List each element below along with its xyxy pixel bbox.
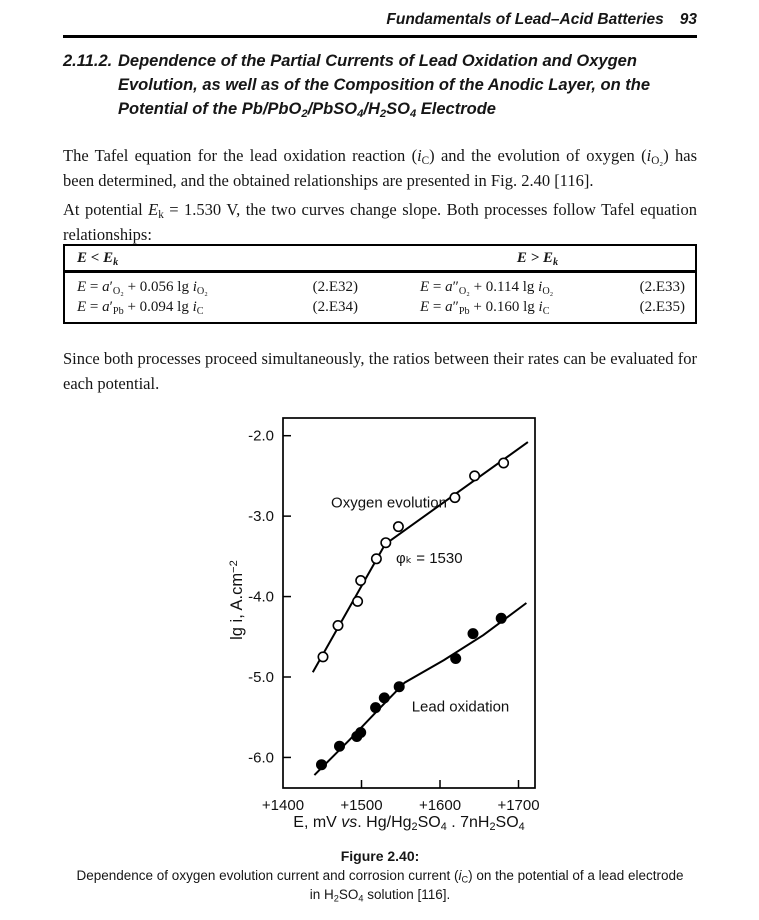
data-point — [470, 471, 479, 480]
figure-2-40-chart — [215, 415, 560, 813]
figure-caption-title: Figure 2.40: — [340, 848, 420, 864]
y-tick-label: -4.0 — [248, 588, 274, 606]
section-number: 2.11.2. — [63, 52, 113, 70]
x-tick-label: +1500 — [340, 797, 383, 813]
x-tick-label: +1400 — [261, 797, 305, 813]
data-point — [356, 576, 365, 585]
x-tick-label: +1700 — [497, 797, 540, 813]
chart-annotation: Lead oxidation — [411, 698, 510, 716]
data-point — [394, 522, 403, 531]
y-tick-label: -2.0 — [248, 427, 274, 445]
equation: $E = a'_{Pb} + 0.094$ $\lg i_C$ — [77, 299, 204, 317]
paragraph-tafel: The Tafel equation for the lead oxidation reaction $(i_C)$ and the evolution of oxygen $(i_{O_2})$ has been determined, and the obtained relationships are presented in Fig. 2.40 [116]. — [63, 145, 697, 190]
data-point — [318, 652, 327, 661]
section-heading — [63, 49, 699, 121]
table-column-left — [65, 277, 380, 317]
figure-2-40 — [215, 415, 560, 847]
equation: $E = a''_{O_2} + 0.114$ $\lg i_{O_2}$ — [420, 279, 554, 297]
series-line — [314, 603, 526, 775]
running-head — [386, 11, 697, 29]
header-rule — [63, 35, 697, 38]
equation-number: (2.E32) — [312, 279, 358, 295]
y-tick-label: -6.0 — [248, 749, 274, 767]
data-point — [371, 703, 380, 712]
table-row — [380, 297, 695, 317]
data-point — [381, 538, 390, 547]
running-head-title: Fundamentals of Lead–Acid Batteries — [386, 11, 664, 28]
page-number: 93 — [679, 11, 697, 28]
figure-caption-text: Dependence of oxygen evolution current and corrosion current $(i_C)$ on the potential of a lead electrode in $H_2SO_4$ solution [116]. — [76, 868, 684, 904]
equation-number: (2.E35) — [639, 299, 685, 315]
equation-table-body — [65, 273, 695, 322]
data-point — [317, 760, 326, 769]
equation: $E = a''_{Pb} + 0.160$ $\lg i_C$ — [420, 299, 550, 317]
data-point — [335, 742, 344, 751]
equation-number: (2.E34) — [312, 299, 358, 315]
data-point — [468, 629, 477, 638]
x-axis-label: E, mV vs. $Hg/Hg_2SO_4$ . $7nH_2SO_4$ — [293, 814, 525, 834]
equation: $E = a'_{O_2} + 0.056$ $\lg i_{O_2}$ — [77, 279, 208, 297]
y-tick-label: -3.0 — [248, 508, 274, 526]
table-column-right — [380, 277, 695, 317]
paragraph-potential: At potential $E_k = 1.530$ V, the two curves change slope. Both processes follow Tafel equation relationships: — [63, 199, 697, 244]
table-header-left: $E < E_k$ — [77, 250, 119, 268]
table-row — [65, 277, 380, 297]
data-point — [380, 693, 389, 702]
paragraph-ratios: Since both processes proceed simultaneously, the ratios between their rates can be evaluated for each potential. — [63, 348, 697, 393]
data-point — [499, 458, 508, 467]
data-point — [395, 682, 404, 691]
table-row — [380, 277, 695, 297]
data-point — [353, 597, 362, 606]
data-point — [356, 728, 365, 737]
chart-annotation: Oxygen evolution — [331, 494, 447, 512]
plot-frame — [283, 418, 535, 788]
data-point — [497, 614, 506, 623]
equation-table-header — [65, 246, 695, 273]
x-tick-label: +1600 — [418, 797, 462, 813]
equation-number: (2.E33) — [639, 279, 685, 295]
table-header-right: $E > E_k$ — [516, 250, 559, 268]
data-point — [450, 493, 459, 502]
data-point — [333, 621, 342, 630]
equation-table — [63, 244, 697, 324]
data-point — [451, 654, 460, 663]
figure-caption — [63, 847, 697, 904]
section-title: Dependence of the Partial Currents of Lead Oxidation and Oxygen Evolution, as well as of the Composition of the Anodic Layer, on the Potential of the $Pb/PbO_2/PbSO_4/H_2SO_4$ Electrode — [118, 52, 651, 121]
y-tick-label: -5.0 — [248, 669, 274, 686]
table-row — [65, 297, 380, 317]
chart-annotation: φₖ = 1530 — [396, 549, 463, 567]
data-point — [372, 554, 381, 563]
y-axis-label: lg i, $A.cm^{-2}$ — [227, 560, 246, 640]
